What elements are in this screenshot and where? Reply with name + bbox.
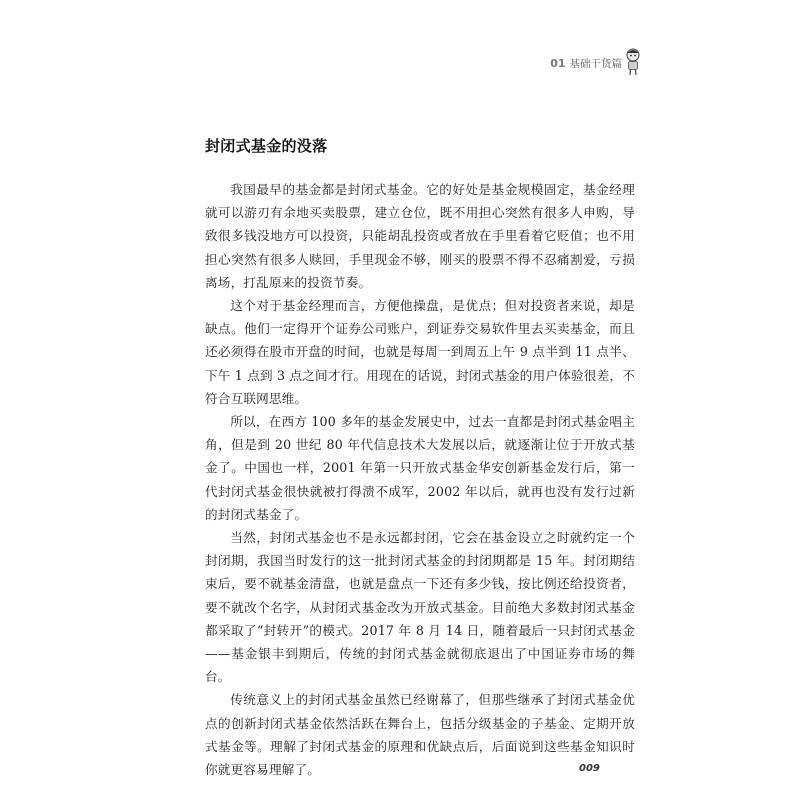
page-number: 009 [579, 763, 600, 774]
cartoon-person-icon [624, 48, 642, 76]
paragraph-5: 传统意义上的封闭式基金虽然已经谢幕了，但那些继承了封闭式基金优点的创新封闭式基金依然活跃在舞台上，包括分级基金的子基金、定期开放式基金等。理解了封闭式基金的原理和优缺点后，后面说到这些基金知识时你就更容易理解了。 [205, 692, 635, 778]
chapter-number: 01 [550, 57, 566, 70]
paragraph-3: 所以，在西方 100 多年的基金发展史中，过去一直都是封闭式基金唱主角，但是到 20 世纪 80 年代信息技术大发展以后，就逐渐让位于开放式基金了。中国也一样，2001 年第一只开放式基金华安创新基金发行后，第一代封闭式基金很快就被打得溃不成军，2002 年以后，就再也没有发行过新的封闭式基金了。 [205, 414, 635, 522]
paragraph-4: 当然，封闭式基金也不是永远都封闭，它会在基金设立之时就约定一个封闭期，我国当时发行的这一批封闭式基金的封闭期都是 15 年。封闭期结束后，要不就基金清盘，也就是盘点一下还有多少钱，按比例还给投资者，要不就改个名字，从封闭式基金改为开放式基金。目前绝大多数封闭式基金都采取了“封转开”的模式。2017 年 8 月 14 日，随着最后一只封闭式基金——基金银丰到期后，传统的封闭式基金就彻底退出了中国证券市场的舞台。 [205, 530, 635, 685]
chapter-title: 基础干货篇 [569, 58, 622, 70]
running-header [550, 56, 622, 71]
paragraph-2: 这个对于基金经理而言，方便他操盘，是优点；但对投资者来说，却是缺点。他们一定得开个证券公司账户，到证券交易软件里去买卖基金，而且还必须得在股市开盘的时间，也就是每周一到周五上午 9 点半到 11 点半、下午 1 点到 3 点之间才行。用现在的话说，封闭式基金的用户体验很差，不符合互联网思维。 [205, 298, 635, 406]
section-title: 封闭式基金的没落 [205, 137, 328, 155]
article-body [205, 178, 635, 781]
paragraph-1: 我国最早的基金都是封闭式基金。它的好处是基金规模固定，基金经理就可以游刃有余地买卖股票，建立仓位，既不用担心突然有很多人申购，导致很多钱没地方可以投资，只能胡乱投资或者放在手里看着它贬值；也不用担心突然有很多人赎回，手里现金不够，刚买的股票不得不忍痛割爱，亏损离场，打乱原来的投资节奏。 [205, 182, 635, 290]
